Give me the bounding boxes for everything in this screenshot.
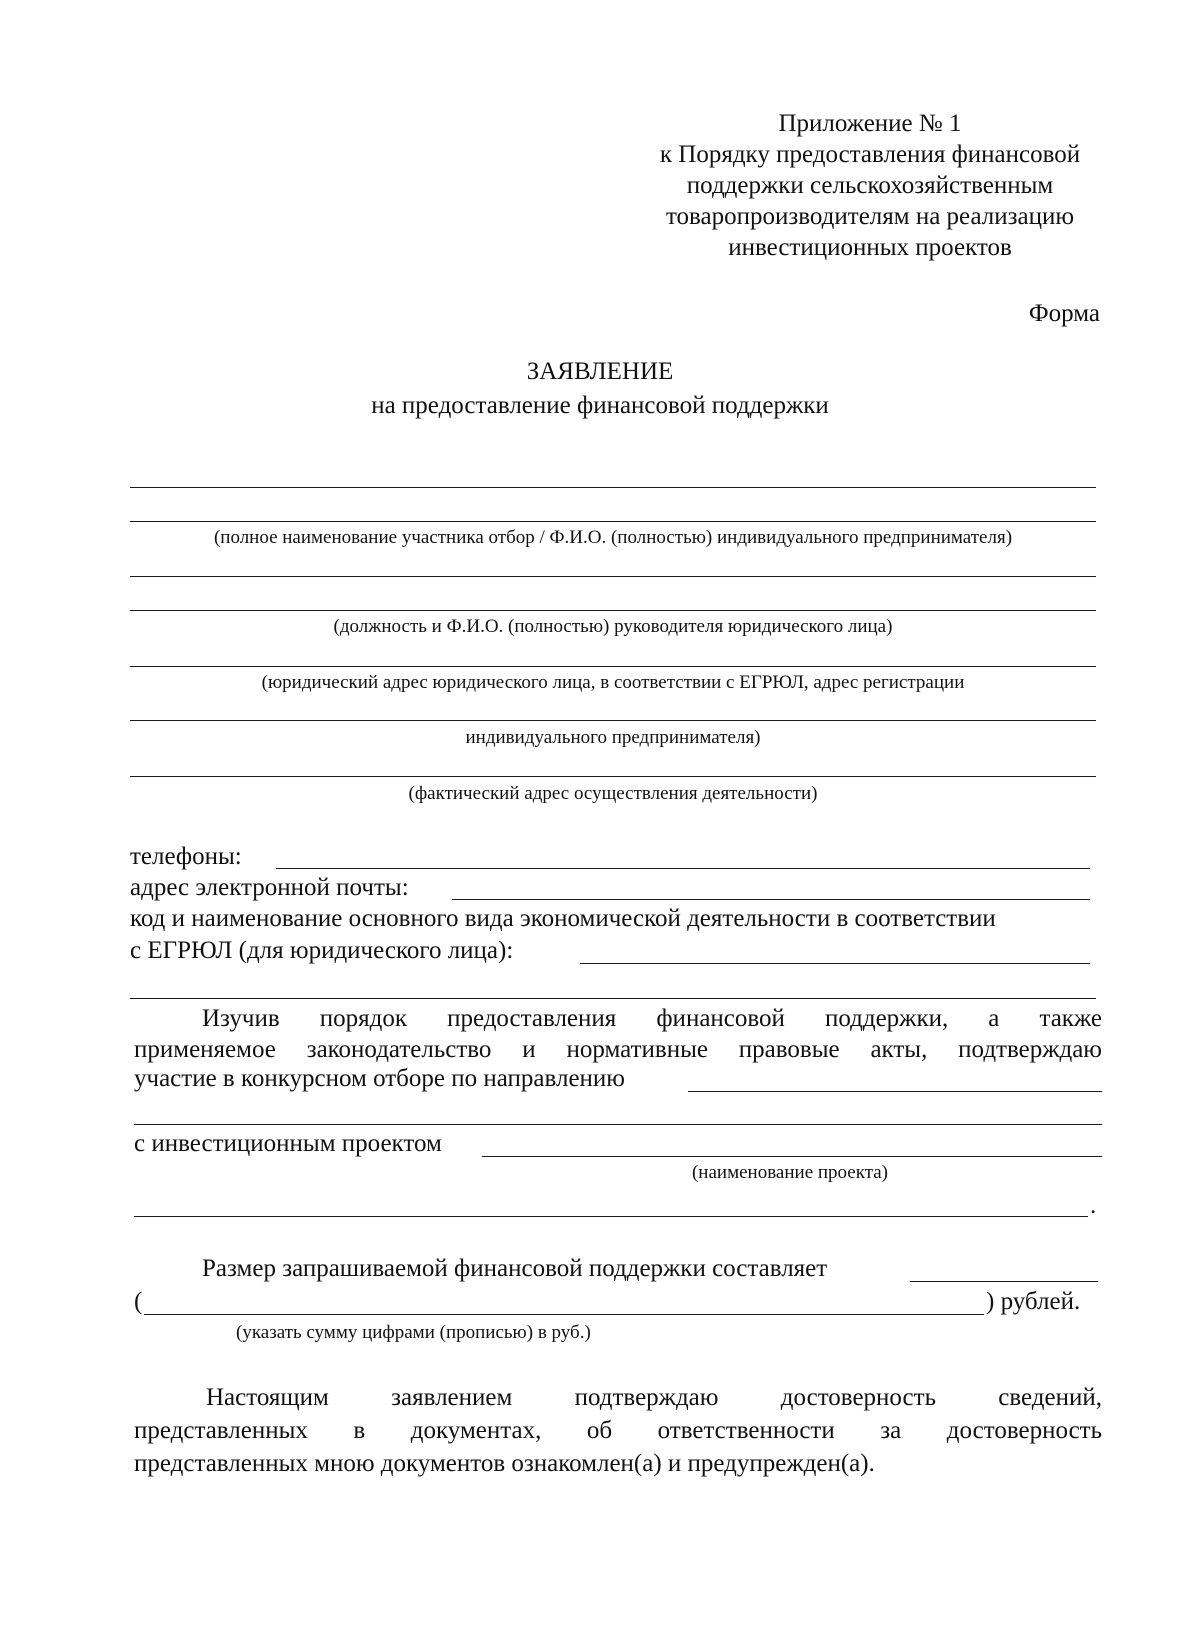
paragraph-line: применяемое законодательство и нормативные правовые акты, подтверждаю xyxy=(134,1036,1102,1063)
actual-address-caption: (фактический адрес осуществления деятельности) xyxy=(408,783,818,804)
annex-header xyxy=(600,108,1140,263)
head-position-field-2[interactable] xyxy=(130,610,1096,611)
okved-label-continued: с ЕГРЮЛ (для юридического лица): xyxy=(130,937,514,964)
email-field[interactable] xyxy=(452,899,1090,900)
amount-hint-caption: (указать сумму цифрами (прописью) в руб.) xyxy=(236,1322,591,1343)
end-dot: . xyxy=(1090,1192,1097,1219)
okved-field[interactable] xyxy=(580,963,1090,964)
email-label: адрес электронной почты: xyxy=(130,874,409,901)
amount-digits-field[interactable] xyxy=(910,1281,1098,1282)
participant-name-field-1[interactable] xyxy=(130,487,1096,488)
paragraph-line: участие в конкурсном отборе по направлению xyxy=(134,1065,625,1092)
direction-field-continued[interactable] xyxy=(134,1124,1102,1125)
amount-suffix: ) рублей. xyxy=(986,1288,1081,1315)
legal-address-field-1[interactable] xyxy=(130,666,1096,667)
paragraph-line: представленных в документах, об ответственности за достоверность xyxy=(134,1417,1102,1444)
okved-label: код и наименование основного вида экономической деятельности в соответствии xyxy=(130,905,996,932)
annex-line: товаропроизводителям на реализацию xyxy=(665,203,1075,230)
paragraph-line: Изучив порядок предоставления финансовой поддержки, а также xyxy=(202,1005,1102,1032)
legal-address-caption: (юридический адрес юридического лица, в соответствии с ЕГРЮЛ, адрес регистрации xyxy=(261,672,965,693)
amount-words-field[interactable] xyxy=(144,1314,984,1315)
paragraph-line: представленных мною документов ознакомлен(а) и предупрежден(а). xyxy=(134,1450,875,1477)
form-label: Форма xyxy=(1028,300,1100,327)
head-position-caption: (должность и Ф.И.О. (полностью) руководителя юридического лица) xyxy=(333,616,893,637)
okved-field-continued[interactable] xyxy=(130,998,1096,999)
project-name-caption: (наименование проекта) xyxy=(691,1162,888,1183)
annex-line: к Порядку предоставления финансовой xyxy=(659,141,1081,168)
head-position-field-1[interactable] xyxy=(130,576,1096,577)
annex-line: Приложение № 1 xyxy=(778,110,962,137)
annex-line: поддержки сельскохозяйственным xyxy=(686,172,1054,199)
direction-field[interactable] xyxy=(688,1091,1102,1092)
phones-field[interactable] xyxy=(276,868,1090,869)
project-field-continued[interactable] xyxy=(134,1216,1088,1217)
legal-address-field-2[interactable] xyxy=(130,720,1096,721)
participant-name-field-2[interactable] xyxy=(130,521,1096,522)
legal-address-caption-continued: индивидуального предпринимателя) xyxy=(465,727,761,748)
document-title: ЗАЯВЛЕНИЕ xyxy=(526,358,674,385)
amount-label: Размер запрашиваемой финансовой поддержки составляет xyxy=(202,1255,828,1282)
project-field[interactable] xyxy=(482,1156,1102,1157)
actual-address-field[interactable] xyxy=(130,776,1096,777)
document-subtitle: на предоставление финансовой поддержки xyxy=(371,392,829,419)
participant-name-caption: (полное наименование участника отбор / Ф.И.О. (полностью) индивидуального предпринимателя) xyxy=(213,527,1013,548)
paragraph-line: Настоящим заявлением подтверждаю достоверность сведений, xyxy=(206,1384,1102,1411)
amount-open-paren: ( xyxy=(134,1288,143,1315)
project-label: с инвестиционным проектом xyxy=(134,1130,442,1157)
annex-line: инвестиционных проектов xyxy=(728,234,1012,261)
phones-label: телефоны: xyxy=(130,843,242,870)
